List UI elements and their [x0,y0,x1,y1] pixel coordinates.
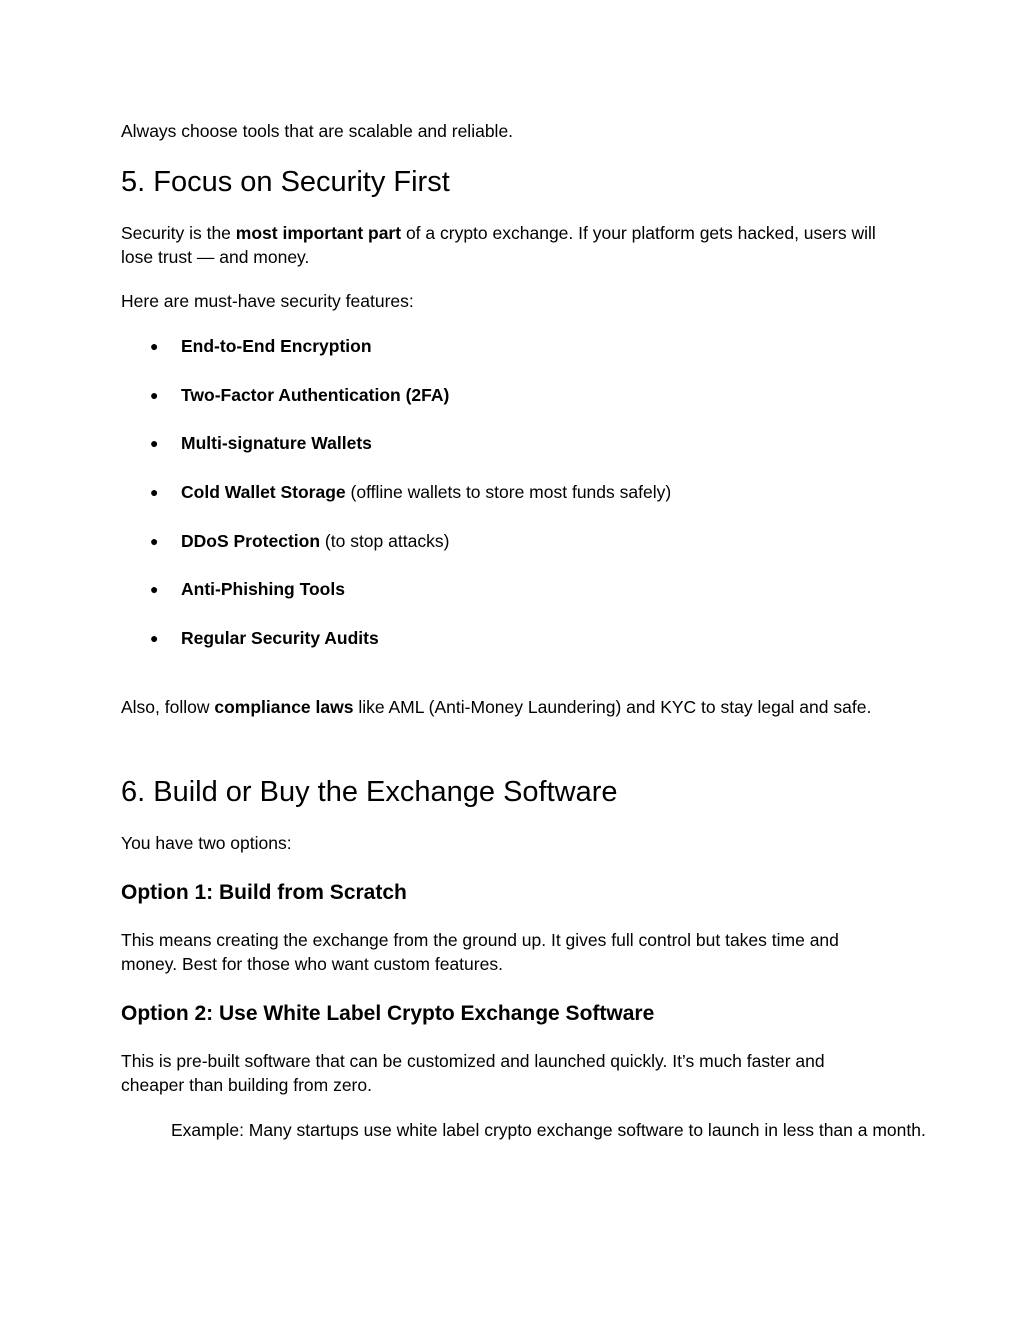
feature-name: Cold Wallet Storage [181,482,346,502]
feature-name: Multi-signature Wallets [181,433,372,453]
bullet-icon: ● [150,581,159,597]
option-1-heading: Option 1: Build from Scratch [121,881,407,904]
example-text: Example: Many startups use white label crypto exchange software to launch in less than a month. [171,1120,926,1140]
feature-name: Anti-Phishing Tools [181,579,345,599]
compliance-bold: compliance laws [214,697,354,717]
feature-name: DDoS Protection [181,531,321,551]
bullet-icon: ● [150,338,159,354]
bullet-icon: ● [150,435,159,451]
feature-name: Regular Security Audits [181,628,379,648]
section-5-heading: 5. Focus on Security First [121,166,450,198]
bullet-icon: ● [150,484,159,500]
compliance-pre: Also, follow [121,697,215,717]
security-paragraph-post: of a crypto exchange. If your platform gets hacked, users will lose trust — and money. [121,223,876,267]
intro-text: Always choose tools that are scalable and reliable. [121,121,514,141]
features-lead: Here are must-have security features: [121,291,414,311]
feature-name: Two-Factor Authentication (2FA) [181,385,450,405]
compliance-post: like AML (Anti-Money Laundering) and KYC to stay legal and safe. [353,697,872,717]
security-paragraph-bold: most important part [235,223,402,243]
bullet-icon: ● [150,387,159,403]
feature-detail: (offline wallets to store most funds safely) [345,482,672,502]
security-paragraph [121,221,891,269]
security-paragraph-pre: Security is the [121,223,236,243]
section-6-heading: 6. Build or Buy the Exchange Software [121,776,618,808]
compliance-paragraph [121,695,891,719]
option-2-text: This is pre-built software that can be customized and launched quickly. It’s much faster and cheaper than building from zero. [121,1051,825,1095]
option-2-heading: Option 2: Use White Label Crypto Exchange Software [121,1002,655,1025]
feature-name: End-to-End Encryption [181,336,372,356]
feature-detail: (to stop attacks) [320,531,450,551]
options-lead: You have two options: [121,833,292,853]
bullet-icon: ● [150,533,159,549]
option-1-text: This means creating the exchange from the ground up. It gives full control but takes time and money. Best for those who want custom features. [121,930,839,974]
bullet-icon: ● [150,630,159,646]
